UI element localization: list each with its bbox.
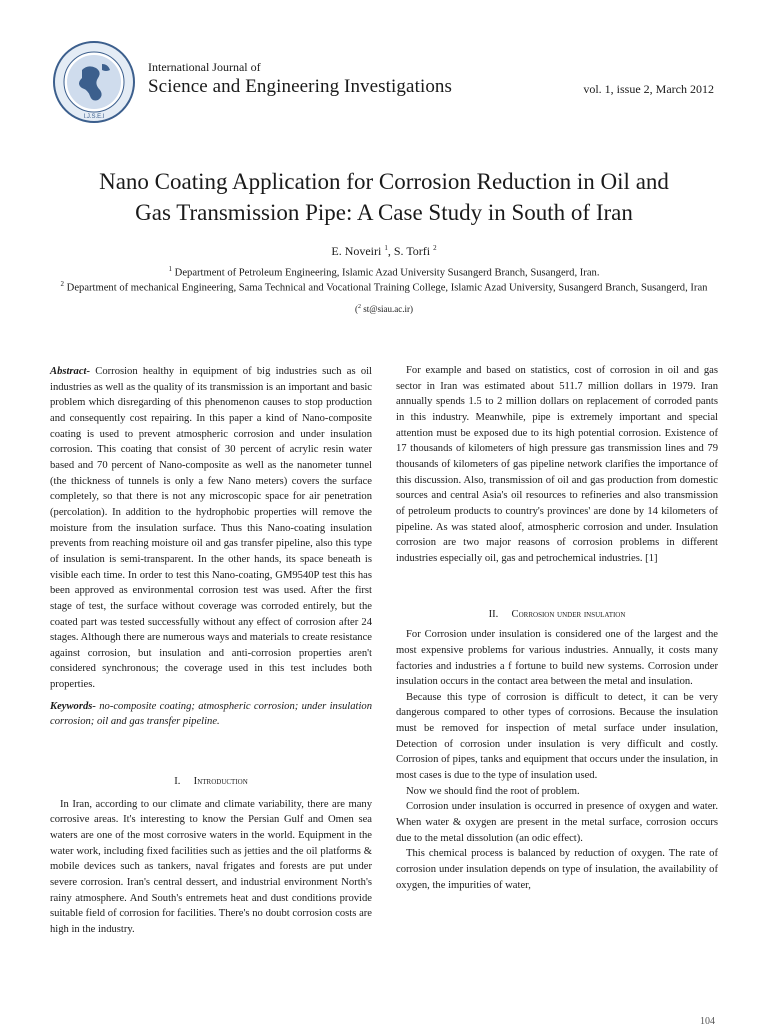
right-paragraph-3: Because this type of corrosion is difficult to detect, it can be very dangerous compared to other types of corrosions. Because the insulation must be removed for inspection of metal surface under insulation, Detection of corrosion under insulation is very difficult and costly. Corrosion of pipes, tanks and equipment that occurs under the insulation, in most cases is due to the type of insulation used. bbox=[396, 691, 718, 782]
title-line-2: Gas Transmission Pipe: A Case Study in South of Iran bbox=[135, 200, 633, 225]
journal-label: International Journal of bbox=[148, 60, 261, 74]
authors: E. Noveiri $^1$, S. Torfi $^2$ bbox=[331, 244, 437, 258]
affiliation-1: $^1$ Department of Petroleum Engineering, Islamic Azad University Susangerd Branch, Susangerd, Iran. bbox=[168, 265, 600, 279]
section-heading-corrosion-under-insulation: II. Corrosion under insulation bbox=[488, 608, 626, 620]
left-column bbox=[50, 364, 372, 938]
right-paragraph-5: Corrosion under insulation is occurred in presence of oxygen and water. When water & oxygen are present in the metal surface, corrosion occurs due to the metal dissolution (an odic effect). bbox=[396, 801, 718, 844]
abstract: Abstract- Corrosion healthy in equipment of big industries such as oil industries as well as the quality of its transmission is an important and basic problem which disregarding of this phenomenon causes to stop production and consequently cost repairing. In this paper a kind of Nano-composite coating is used to prevent atmospheric corrosion and under insulation corrosion. This coating that consist of 30 percent of acrylic resin water based and 70 percent of Nano-composite as well as the nanometer tunnel (the thickness of tunnels is only a few Nano meters) covers the surface completely, so that there is not any microscopic space for air penetration (percolation). In addition to the hydrophobic properties will remove the moisture from the insulation surface. Thus this Nano-coating insulation prevents from reaching moisture oil and gas transfer pipeline, also this type of insulation is semi-transparent. In the other hands, its space beneath is visible each time. In order to test this Nano-coating, GM9540P test this has been approved as environmental corrosion test was used. After the first stage of test, the surface without coverage was corroded entirely, but the coated part was tested successfully without any effect of corrosion after 24 stages. Although there are numerous ways and materials to create resistance against corrosion, but insulation and anti-corrosion properties aren't considered synchronous; the coverage used in this test includes both properties. bbox=[50, 366, 372, 691]
right-paragraph-2: For Corrosion under insulation is considered one of the largest and the most expensive problems for various industries. Annually, it costs many factories and industries a f fortune to build new systems. Corrosion under insulation occurs in the contact area between the metal and insulation. bbox=[396, 629, 718, 688]
keywords: Keywords- no-composite coating; atmospheric corrosion; under insulation corrosion; oil and gas transfer pipeline. bbox=[50, 700, 372, 728]
svg-text:I.J.S.E.I: I.J.S.E.I bbox=[83, 114, 105, 120]
intro-paragraph: In Iran, according to our climate and climate variability, there are many corrosive areas. It's interesting to know the Persian Gulf and Omen sea waters are one of the most corrosive waters in the world. Equipment in the water work, including fixed facilities such as jetties and the oil platforms & mobile devices such as tankers, naval frigates and forests are put under severe corrosion. Iran's central dessert, and industrial environment North's rainy atmosphere. And South's entremets heat and dust conditions provide suitable field of corrosion for facilities. There's no doubt corrosion costs are high in the industry. bbox=[50, 798, 372, 935]
journal-title: Science and Engineering Investigations bbox=[148, 76, 453, 97]
page-number: 104 bbox=[700, 1016, 715, 1027]
title-line-1: Nano Coating Application for Corrosion Reduction in Oil and bbox=[99, 169, 669, 194]
right-paragraph-1: For example and based on statistics, cost of corrosion in oil and gas sector in Iran was estimated about 511.7 million dollars in 1979. Iran annually spends 1.5 to 2 million dollars on replacement of corroded pants in this industry. Meanwhile, pipe is extremely important and special attention must be exposed due to its high potential corrosion. Existence of 17 thousands of kilometers of high pressure gas transmission lines and 79 thousands of kilometers of gas pipeline network clarifies the importance of this discussion. Also, transmission of oil and gas production from domestic sources and central Asia's oil resources to refineries and also transmission of petroleum products to country's provinces' are done by 14 kilometers of pipeline. As was stated aloof, atmospheric corrosion and under. Insulation corrosion are two major reasons of corrosion problems in different industries especially oil, gas and petrochemical industries. [1] bbox=[396, 365, 718, 564]
affiliation-2: $^2$ Department of mechanical Engineering, Sama Technical and Vocational Training College, Islamic Azad University, Susangerd Branch, Susangerd, Iran bbox=[60, 280, 708, 294]
right-paragraph-4: Now we should find the root of problem. bbox=[406, 785, 580, 797]
right-column bbox=[396, 363, 718, 893]
paper-title bbox=[40, 166, 728, 228]
journal-issue: vol. 1, issue 2, March 2012 bbox=[583, 82, 714, 96]
author-email: ($^2$ st@siau.ac.ir) bbox=[354, 304, 414, 314]
right-paragraph-6: This chemical process is balanced by reduction of oxygen. The rate of corrosion under insulation depends on type of insulation, the availability of oxygen, the impurities of water, bbox=[396, 848, 718, 891]
journal-logo bbox=[52, 40, 136, 124]
section-heading-introduction: I. Introduction bbox=[174, 776, 248, 788]
